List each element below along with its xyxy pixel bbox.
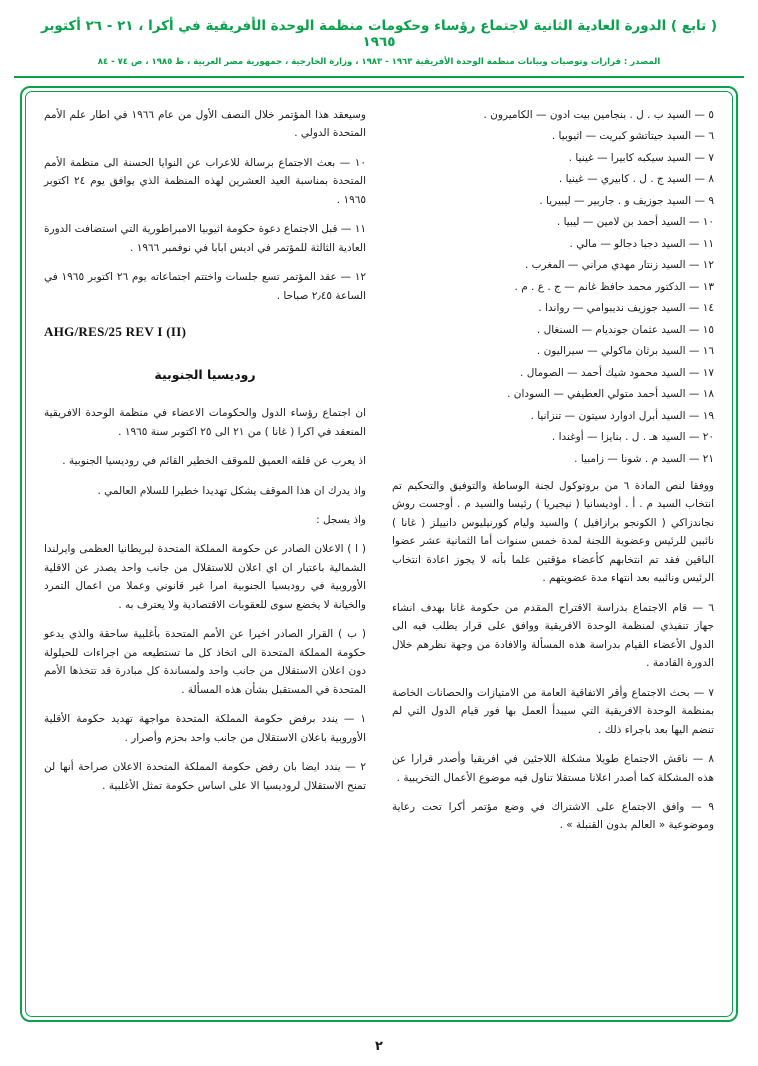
list-item: ٦ — السيد جيتاتشو كبريت — اثيوبيا . [551,130,714,143]
content-frame-outer [20,86,738,1022]
paragraph: ٨ — ناقش الاجتماع طويلا مشكلة اللاجئين في افريقيا وأصدر قرارا عن هذه المشكلة كما أصدر اعلانا مستقلا تناول فيه موضوع الأعمال التخريبية . [392,753,714,784]
list-item: ١٠ — السيد أحمد بن لامين — ليبيا . [556,216,714,229]
list-item: ١٢ — السيد زنتار مهدي مراني — المغرب . [524,259,714,272]
paragraph: ان اجتماع رؤساء الدول والحكومات الاعضاء في منظمة الوحدة الافريقية المنعقد في اكرا ( غانا ) من ٢١ الى ٢٥ اكتوبر سنة ١٩٦٥ . [44,407,366,438]
delegate-list [392,106,714,468]
column-left [44,106,366,1006]
paragraph: واذ يدرك ان هذا الموقف يشكل تهديدا خطيرا للسلام العالمي . [97,484,366,497]
list-item: ١٣ — الدكتور محمد حافظ غانم — ج . ع . م . [514,280,714,293]
paragraph: ٦ — قام الاجتماع بدراسة الاقتراح المقدم من حكومة غانا بهدف انشاء جهاز تنفيذي لمنظمة الوحدة الافريقية ووافق على قرار يطلب فيه الى الدول الأعضاء القيام بدراسة هذه المسألة والافادة من وجهة نظرهم خلال الدورة القادمة . [392,601,714,670]
paragraph: ووفقا لنص المادة ٦ من بروتوكول لجنة الوساطة والتوفيق والتحكيم تم انتخاب السيد م . أ . أوديسانيا ( نيجيريا ) رئيسا والسيد م . أوجست روش نجاندزاكي ( الكونجو برازافيل ) والسيد وليام كورنيليوس دانييلز ( غانا ) نائبين للرئيس وعضوية اللجنة لمدة خمس سنوات أما الثمانية عشر عضوا الباقين فقد تم انتخابهم كأعضاء مؤقتين علما بأنه لا يجوز اعادة انتخاب الرئيس ونائبيه بعد انتهاء مدة عضويتهم . [392,479,714,585]
content-frame-inner [25,91,733,1017]
paragraph: ١٠ — بعث الاجتماع برسالة للاعراب عن النوايا الحسنة الى منظمة الأمم المتحدة بمناسبة العيد العشرين لهذه المنظمة الذي يوافق يوم ٢٤ اكتوبر ١٩٦٥ . [44,156,367,206]
list-item: ١٤ — السيد جوزيف نديبوامي — رواندا . [538,302,714,315]
paragraph: ١٢ — عقد المؤتمر تسع جلسات واختتم اجتماعاته يوم ٢٦ اكتوبر ١٩٦٥ في الساعة ٢٫٤٥ صباحا . [44,271,367,302]
paragraph: ١ — يندد برفض حكومة المملكة المتحدة مواجهة تهديد حكومة الأقلية الأوروبية باعلان الاستقلال من جانب واحد بحزم وأصرار . [44,713,366,744]
list-item: ١٥ — السيد عثمان جونديام — السنغال . [536,323,714,336]
list-item: ٥ — السيد ب . ل . بنجامين بيت ادون — الكاميرون . [483,109,714,121]
list-item: ١٨ — السيد أحمد متولي العطيفي — السودان . [507,388,714,401]
list-item: ١٦ — السيد برثان ماكولي — سيراليون . [536,345,714,358]
list-item: ٢٠ — السيد هـ . ل . بنايزا — أوغندا . [551,431,714,444]
list-item: ٢١ — السيد م . شونا — زامبيا . [574,452,714,465]
resolution-code: AHG/RES/25 REV I (II) [44,324,187,340]
paragraph: ( ب ) القرار الصادر اخيرا عن الأمم المتحدة بأغلبية ساحقة والذي يدعو حكومة المملكة المتحدة الى اتخاذ كل ما تستطيعه من اجراءات للحيلولة دون اعلان الاستقلال من جانب واحد ولمساندة كل مبادرة قد تتخذها الأمم المتحدة في المستقبل بشأن هذه المسألة . [44,628,366,696]
two-column-layout [44,106,714,1006]
list-item: ٧ — السيد سيكبه كابيرا — غينيا . [568,151,714,164]
list-item: ١٧ — السيد محمود شيك أحمد — الصومال . [520,366,714,379]
document-header [0,0,758,78]
page-title: ( تابع ) الدورة العادية الثانية لاجتماع رؤساء وحكومات منظمة الوحدة الأفريقية في أكرا ، ٢١ - ٢٦ أكتوبر ١٩٦٥ [40,18,718,50]
resolution-title: روديسيا الجنوبية [154,367,256,383]
paragraph: وسيعقد هذا المؤتمر خلال النصف الأول من عام ١٩٦٦ في اطار علم الأمم المتحدة الدولي . [44,109,366,140]
paragraph: اذ يعرب عن قلقه العميق للموقف الخطير القائم في روديسيا الجنوبية . [62,455,366,468]
header-divider [14,76,744,78]
paragraph: ٧ — بحث الاجتماع وأقر الاتفاقية العامة من الامتيازات والحصانات الخاصة بمنظمة الوحدة الافريقية التي سيبدأ العمل بها فور قيام الدول التي لم تنضم اليها بعد باجراء ذلك . [392,686,714,736]
paragraph: ٩ — وافق الاجتماع على الاشتراك في وضع مؤتمر أكرا تحت رعاية وموضوعية « العالم بدون القنبلة » . [392,801,714,832]
list-item: ٩ — السيد جوزيف و . جاربير — ليبيريا . [539,194,714,207]
column-right [392,106,714,1006]
paragraph: ١١ — قبل الاجتماع دعوة حكومة اثيوبيا الامبراطورية التي استضافت الدورة العادية الثالثة للمؤتمر في اديس ابابا في نوفمبر ١٩٦٦ . [44,223,366,254]
paragraph: ( ا ) الاعلان الصادر عن حكومة المملكة المتحدة لبريطانيا العظمى وايرلندا الشمالية باعتبار ان اي اعلان للاستقلال من جانب واحد يصدر عن الاقلية الأوروبية في روديسيا الجنوبية امرا غير قانوني وعملا من اعمال التمرد والخيانة لا يخضع سوى للعقوبات الاقتصادية ولا يعترف به . [44,543,366,611]
list-item: ١٩ — السيد أبرل ادوارد سيتون — تنزانيا . [530,409,714,422]
paragraph: واذ يسجل : [316,513,366,526]
list-item: ١١ — السيد دجبا دجالو — مالي . [569,237,714,250]
paragraph: ٢ — يندد ايضا بان رفض حكومة المملكة المتحدة الاعلان صراحة أنها لن تمنح الاستقلال لروديسيا الا على اساس حكومة تمثل الأغلبية . [44,761,366,792]
page-number: ٢ [375,1039,383,1054]
list-item: ٨ — السيد ج . ل . كابيري — غينيا . [558,173,714,186]
source-line: المصدر : قرارات وتوصيات وبيانات منظمة الوحدة الأفريقية ١٩٦٣ - ١٩٨٣ ، وزارة الخارجية ، جمهورية مصر العربية ، ط ١٩٨٥ ، ص ٧٤ - ٨٤ [97,57,661,67]
